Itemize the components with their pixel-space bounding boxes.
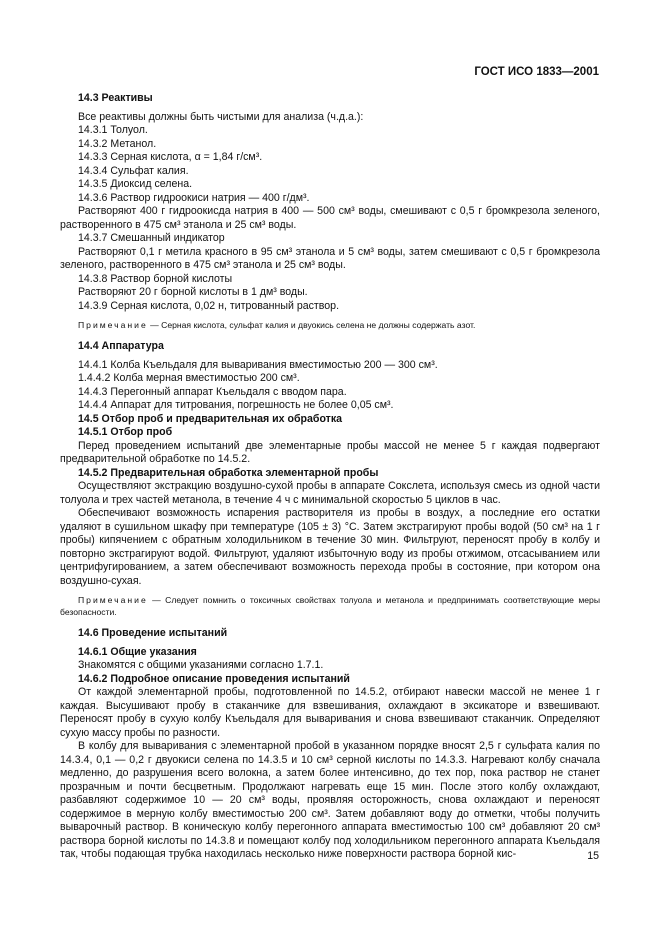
item-14-4-1: 14.4.1 Колба Къельдаля для вываривания вместимостью 200 — 300 см³. (78, 358, 438, 371)
section-14-6-1-title: 14.6.1 Общие указания (78, 645, 197, 658)
item-14-3-8-text: Растворяют 20 г борной кислоты в 1 дм³ воды. (78, 286, 308, 298)
section-14-5-1-title: 14.5.1 Отбор проб (78, 426, 173, 438)
item-14-3-6: 14.3.6 Раствор гидроокиси натрия — 400 г/дм³. (78, 191, 310, 204)
item-14-3-4: 14.3.4 Сульфат калия. (78, 164, 189, 177)
note-text: — Серная кислота, сульфат калия и двуокись селена не должны содержать азот. (147, 320, 476, 330)
item-14-4-2: 1.4.4.2 Колба мерная вместимостью 200 см³. (78, 372, 300, 384)
section-14-5-2-text-2: Обеспечивают возможность испарения растворителя из пробы в воздух, а последние его остатки удаляют в сушильном шкафу при температуре (105 ± 3) °С. Затем экстрагируют пробы водой (50 см³ на 1 г пробы) кипячением с обратным холодильником в течение 30 мин. Фильтруют, переносят пробу в колбу и повторно экстрагируют водой. Фильтруют, удаляют избыточную воду из пробы отжимом, отсасыванием или центрифугированием, а затем обеспечивают возможность перехода пробы в состояние, при котором она воздушно-сухая. (60, 507, 600, 587)
section-14-5-2-title: 14.5.2 Предварительная обработка элементарной пробы (78, 466, 379, 479)
item-14-3-7: 14.3.7 Смешанный индикатор (78, 232, 225, 244)
item-14-3-3: 14.3.3 Серная кислота, α = 1,84 г/см³. (78, 151, 263, 163)
page-number: 15 (587, 850, 599, 862)
item-14-4-4: 14.4.4 Аппарат для титрования, погрешность не более 0,05 см³. (78, 399, 394, 411)
note-label: Примечание (78, 320, 148, 330)
section-14-4-title: 14.4 Аппаратура (78, 340, 164, 352)
section-14-3-title: 14.3 Реактивы (78, 92, 153, 104)
note-14-5 (60, 594, 600, 618)
section-14-5-2-text-1: Осуществляют экстракцию воздушно-сухой пробы в аппарате Сокслета, используя смесь из одной части толуола и трех частей метанола, в течение 4 ч с минимальной скоростью 5 циклов в час. (60, 480, 600, 506)
item-14-3-7-text: Растворяют 0,1 г метила красного в 95 см³ этанола и 5 см³ воды, затем смешивают с 0,5 г бромкрезола зеленого, растворенного в 475 см³ этанола и 25 см³ воды. (60, 245, 600, 271)
note-14-3 (60, 319, 600, 331)
section-14-6-title: 14.6 Проведение испытаний (78, 627, 228, 639)
item-14-3-9: 14.3.9 Серная кислота, 0,02 н, титрованный раствор. (78, 299, 340, 312)
section-14-5-1-text: Перед проведением испытаний две элементарные пробы массой не менее 5 г каждая подвергают предварительной обработке по 14.5.2. (60, 439, 600, 465)
section-14-5-title: 14.5 Отбор проб и предварительная их обработка (78, 412, 343, 425)
item-14-3-6-text: Растворяют 400 г гидроокисда натрия в 400 — 500 см³ воды, смешивают с 0,5 г бромкрезола зеленого, растворенного в 475 см³ этанола и 25 см³ воды. (60, 205, 600, 231)
section-14-6-2-title: 14.6.2 Подробное описание проведения испытаний (78, 672, 350, 685)
note-label: Примечание (78, 595, 148, 605)
section-14-6-2-text-2: В колбу для вываривания с элементарной пробой в указанном порядке вносят 2,5 г сульфата калия по 14.3.4, 0,1 — 0,2 г двуокиси селена по 14.3.5 и 10 см³ серной кислоты по 14.3.3. Нагревают колбу сначала медленно, до разрушения всего волокна, а затем более интенсивно, до тех пор, пока раствор не станет прозрачным и почти бесцветным. Продолжают нагревать еще 15 мин. После этого колбу охлаждают, разбавляют содержимое 10 — 20 см³ воды, проявляя осторожность, снова охлаждают и переносят содержимое в мерную колбу вместимостью 200 см³. Затем добавляют воду до отметки, чтобы получить выварочный раствор. В коническую колбу перегонного аппарата вместимостью 100 см³ добавляют 20 см³ раствора борной кислоты по 14.3.8 и помещают колбу под холодильником перегонного аппарата Къельдаля так, чтобы подающая трубка находилась несколько ниже поверхности раствора борной кис- (60, 740, 600, 860)
document-header: ГОСТ ИСО 1833—2001 (474, 66, 599, 78)
item-14-3-5: 14.3.5 Диоксид селена. (78, 178, 193, 190)
item-14-3-8: 14.3.8 Раствор борной кислоты (78, 272, 233, 285)
section-14-6-1-text: Знакомятся с общими указаниями согласно 1.7.1. (78, 659, 324, 671)
page-body (60, 92, 600, 862)
item-14-3-2: 14.3.2 Метанол. (78, 137, 157, 150)
note-text: — Следует помнить о токсичных свойствах толуола и метанола и предпринимать соответствующие меры безопасности. (60, 595, 600, 617)
item-14-4-3: 14.4.3 Перегонный аппарат Къельдаля с вводом пара. (78, 385, 347, 398)
section-14-3-intro: Все реактивы должны быть чистыми для анализа (ч.д.а.): (78, 110, 364, 123)
item-14-3-1: 14.3.1 Толуол. (78, 124, 148, 136)
section-14-6-2-text-1: От каждой элементарной пробы, подготовленной по 14.5.2, отбирают навески массой не менее 1 г каждая. Высушивают пробу в стаканчике для взвешивания, охлаждают в эксикаторе и взвешивают. Переносят пробу в сухую колбу Къельдаля для вываривания и снова взвешивают стаканчик. Определяют сухую массу пробы по разности. (60, 686, 600, 739)
